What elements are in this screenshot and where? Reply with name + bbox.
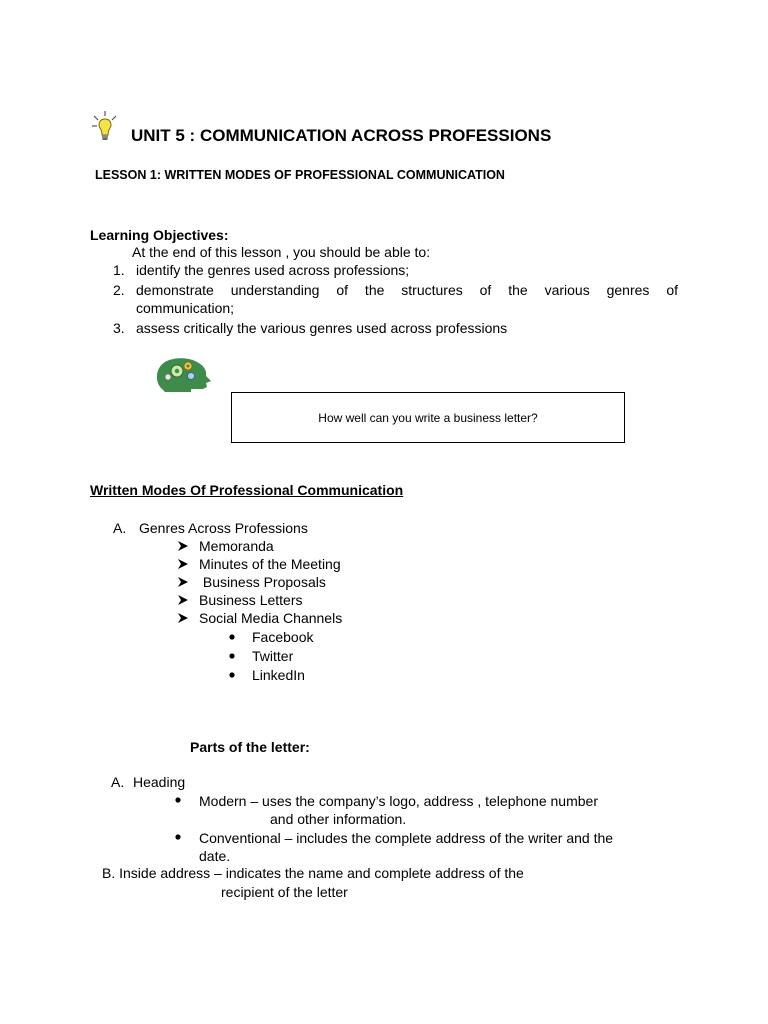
parts-heading: Parts of the letter: bbox=[190, 739, 310, 755]
heading-item-continuation: date. bbox=[199, 848, 231, 864]
objective-item: demonstrate understanding of the structures of the various genres of bbox=[136, 282, 678, 298]
section-heading: Written Modes Of Professional Communication bbox=[90, 482, 404, 498]
question-box bbox=[231, 392, 625, 443]
list-marker: A. bbox=[111, 774, 125, 790]
list-marker: A. bbox=[113, 520, 127, 536]
heading-item: Modern – uses the company’s logo, address , telephone number bbox=[199, 793, 598, 809]
bullet-dot-icon bbox=[229, 672, 235, 678]
bullet-dot-icon bbox=[175, 834, 181, 840]
lightbulb-icon bbox=[90, 110, 120, 144]
heading-title: Heading bbox=[133, 774, 186, 790]
genre-item: Business Letters bbox=[199, 592, 303, 608]
objectives-heading: Learning Objectives: bbox=[90, 227, 229, 243]
genre-item: Memoranda bbox=[199, 538, 274, 554]
objective-item: identify the genres used across professions; bbox=[136, 262, 410, 278]
arrow-bullet-icon bbox=[178, 541, 188, 551]
social-item: Twitter bbox=[252, 648, 294, 664]
lesson-title: LESSON 1: WRITTEN MODES OF PROFESSIONAL COMMUNICATION bbox=[95, 168, 505, 182]
objective-number: 1. bbox=[113, 262, 125, 278]
social-item: LinkedIn bbox=[252, 667, 305, 683]
objectives-intro: At the end of this lesson , you should be able to: bbox=[132, 244, 431, 260]
inside-address-continuation: recipient of the letter bbox=[221, 884, 348, 900]
genre-item: Minutes of the Meeting bbox=[199, 556, 341, 572]
bullet-dot-icon bbox=[229, 634, 235, 640]
inside-address-item: B. Inside address – indicates the name and complete address of the bbox=[102, 865, 524, 881]
objective-item-continuation: communication; bbox=[136, 300, 235, 316]
genres-title: Genres Across Professions bbox=[139, 520, 308, 536]
genre-item: Social Media Channels bbox=[199, 610, 343, 626]
objective-item: assess critically the various genres used across professions bbox=[136, 320, 508, 336]
arrow-bullet-icon bbox=[178, 577, 188, 587]
objective-number: 2. bbox=[113, 282, 125, 298]
heading-item-continuation: and other information. bbox=[270, 811, 407, 827]
arrow-bullet-icon bbox=[178, 613, 188, 623]
heading-item: Conventional – includes the complete address of the writer and the bbox=[199, 830, 614, 846]
arrow-bullet-icon bbox=[178, 559, 188, 569]
brain-gears-icon bbox=[151, 354, 217, 392]
question-text: How well can you write a business letter? bbox=[318, 410, 538, 425]
bullet-dot-icon bbox=[229, 653, 235, 659]
arrow-bullet-icon bbox=[178, 595, 188, 605]
social-item: Facebook bbox=[252, 629, 314, 645]
genre-item: Business Proposals bbox=[199, 574, 326, 590]
bullet-dot-icon bbox=[175, 797, 181, 803]
objective-number: 3. bbox=[113, 320, 125, 336]
unit-title: UNIT 5 : COMMUNICATION ACROSS PROFESSIONS bbox=[131, 126, 552, 145]
